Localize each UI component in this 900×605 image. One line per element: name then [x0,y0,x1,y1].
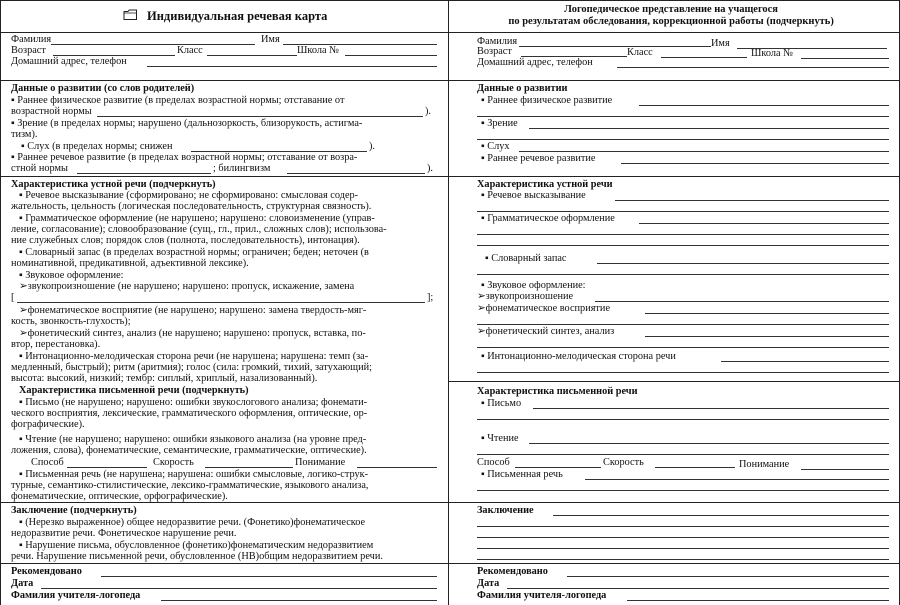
r-speed-line[interactable] [655,467,735,468]
understanding-line[interactable] [357,467,437,468]
dev-hearing-close: ). [369,141,376,152]
r-synthesis-label: ➢фонетический синтез, анализ [477,326,615,337]
r-date-line[interactable] [507,588,889,589]
r-reading-label: ▪ Чтение [481,433,519,444]
r-dev-vision-label: ▪ Зрение [481,118,518,129]
r-vocab-label: ▪ Словарный запас [485,253,567,264]
r-statement-line[interactable] [615,200,889,201]
r-address-line[interactable] [617,67,889,68]
individual-speech-card [0,0,449,605]
r-writing-label: ▪ Письмо [481,398,522,409]
r-understanding-line[interactable] [801,469,889,470]
r-intonation-label: ▪ Интонационно-мелодическая сторона речи [481,351,676,362]
r-grade-line[interactable] [661,57,747,58]
date-label: Дата [11,578,34,589]
r-written-speech-label: ▪ Письменная речь [481,469,563,480]
surname-line[interactable] [51,44,255,45]
r-recommended-label: Рекомендовано [477,566,548,577]
r-statement-label: ▪ Речевое высказывание [481,190,586,201]
oral-intonation-text-3: высота: высокий, низкий; тембр: сиплый, хриплый, назализованный). [11,373,318,384]
understanding-label: Понимание [295,457,346,468]
r-speed-label: Скорость [603,457,644,468]
r-school-label: Школа № [751,48,793,59]
date-line[interactable] [41,588,437,589]
r-date-label: Дата [477,578,500,589]
oral-grammar-text-2: ление, согласование); словообразование (сущ., гл., прил., сложных слов); использова- [11,224,387,235]
r-reading-line[interactable] [529,443,889,444]
oral-pronunciation-text: ➢звукопроизношение (не нарушено; нарушено: пропуск, искажение, замена [19,281,355,292]
r-surname-line[interactable] [519,46,711,47]
r-synthesis-line[interactable] [645,336,889,337]
r-method-label: Способ [477,457,510,468]
written-writing-text-3: фографические). [11,419,85,430]
r-vocab-line-2[interactable] [477,274,889,275]
r-dev-heading: Данные о развитии [477,83,568,94]
concl-text-2: недоразвитие речи. Фонетическое нарушение речи. [11,528,237,539]
concl-text-4: речи. Нарушение письменной речи, обусловленное (НВ)общим недоразвитием речи. [11,551,383,562]
r-name-label: Имя [711,38,730,49]
oral-intonation-text: ▪ Интонационно-мелодическая сторона речи (не нарушена; нарушена: темп (за- [19,351,369,362]
concl-heading: Заключение (подчеркнуть) [11,505,137,516]
r-dev-speech-label: ▪ Раннее речевое развитие [481,153,596,164]
r-written-speech-line[interactable] [585,479,889,480]
r-grammar-line[interactable] [639,223,889,224]
right-header [449,0,899,33]
address-label: Домашний адрес, телефон [11,56,127,67]
r-dev-speech-line[interactable] [621,163,889,164]
r-perception-label: ➢фонематическое восприятие [477,303,611,314]
grade-line[interactable] [207,55,297,56]
concl-text-3: ▪ Нарушение письма, обусловленное (фонетико)фонематическим недоразвитием [19,540,374,551]
dev-hearing-text: ▪ Слух (в пределах нормы; снижен [21,141,173,152]
speech-therapy-report [449,0,900,605]
method-label: Способ [31,457,64,468]
written-speech-text: ▪ Письменная речь (не нарушена; нарушена: ошибки смысловые, логико-струк- [19,469,369,480]
r-pronunciation-line[interactable] [595,301,889,302]
method-line[interactable] [67,467,147,468]
speed-line[interactable] [205,467,293,468]
dev-phys-line[interactable] [97,116,423,117]
r-concl-line-5[interactable] [477,559,889,560]
r-reading-line-2[interactable] [477,454,889,455]
oral-sound-text: ▪ Звуковое оформление: [19,270,124,281]
recommended-line[interactable] [101,576,437,577]
r-dev-phys-line-2[interactable] [477,116,889,117]
recommended-label: Рекомендовано [11,566,82,577]
r-perception-line[interactable] [645,313,889,314]
r-perception-line-2[interactable] [477,324,889,325]
dev-vision-text: ▪ Зрение (в пределах нормы; нарушено (дальнозоркость, близорукость, астигма- [11,118,363,129]
r-grade-label: Класс [627,47,653,58]
dev-phys-close: ). [425,106,432,117]
r-grammar-line-3[interactable] [477,245,889,246]
left-title: Индивидуальная речевая карта [147,9,328,23]
teacher-label: Фамилия учителя-логопеда [11,590,141,601]
oral-statement-text-2: жательность, цельность (логическая последовательность, структурная связность). [11,201,372,212]
r-written-speech-line-2[interactable] [477,490,889,491]
dev-heading: Данные о развитии (со слов родителей) [11,83,195,94]
r-dev-phys-line[interactable] [639,105,889,106]
oral-intonation-text-2: медленный, быстрый); ритм (аритмия); голос (сила: громкий, тихий, затухающий; [11,362,372,373]
r-dev-phys-label: ▪ Раннее физическое развитие [481,95,613,106]
dev-vision-text-2: тизм). [11,129,38,140]
oral-heading: Характеристика устной речи (подчеркнуть) [11,179,216,190]
oral-grammar-text-3: ние служебных слов; порядок слов (полнота, последовательность), интонация). [11,235,360,246]
written-heading: Характеристика письменной речи (подчеркнуть) [19,385,249,396]
r-concl-line-3[interactable] [477,537,889,538]
left-header [1,0,448,33]
r-concl-heading: Заключение [477,505,534,516]
r-dev-hearing-label: ▪ Слух [481,141,510,152]
oral-perception-text-2: кость, звонкость-глухость); [11,316,131,327]
oral-grammar-text: ▪ Грамматическое оформление (не нарушено; нарушено: словоизменение (управ- [19,213,375,224]
r-dev-hearing-line[interactable] [519,151,889,152]
r-teacher-line[interactable] [627,600,889,601]
oral-pronunciation-close: ]; [427,292,434,303]
r-recommended-line[interactable] [567,576,889,577]
dev-phys-text: ▪ Раннее физическое развитие (в пределах возрастной нормы; отставание от [11,95,345,106]
r-concl-line-2[interactable] [477,526,889,527]
written-writing-text-2: ческого восприятия, лексические, грамматического оформления, оптические, ор- [11,408,368,419]
r-dev-vision-line[interactable] [529,128,889,129]
r-concl-line-4[interactable] [477,548,889,549]
r-concl-line-1[interactable] [553,515,889,516]
r-statement-line-2[interactable] [477,211,889,212]
r-school-line[interactable] [801,58,889,59]
oral-statement-text: ▪ Речевое высказывание (сформировано; не сформировано: смысловая содер- [19,190,359,201]
r-teacher-label: Фамилия учителя-логопеда [477,590,607,601]
folder-icon [123,9,138,25]
r-age-label: Возраст [477,46,512,57]
written-reading-text-2: ложения, слова), фонематические, семантические, грамматические, оптические). [11,445,367,456]
r-understanding-label: Понимание [739,459,790,470]
oral-vocab-text: ▪ Словарный запас (в пределах возрастной нормы; ограничен; беден; неточен (в [19,247,369,258]
dev-bilingual-line[interactable] [287,173,425,174]
r-oral-heading: Характеристика устной речи [477,179,613,190]
written-speech-text-2: турные, семантико-стилистические, лексико-грамматические, языкового анализа, [11,480,369,491]
age-label: Возраст [11,45,46,56]
concl-text-1: ▪ (Нерезко выраженное) общее недоразвитие речи. (Фонетико)фонематическое [19,517,366,528]
r-grammar-label: ▪ Грамматическое оформление [481,213,615,224]
r-address-label: Домашний адрес, телефон [477,57,593,68]
written-speech-text-3: фонематические, оптические, орфографические). [11,491,228,502]
dev-speech-line[interactable] [77,173,211,174]
dev-phys-text-2: возрастной нормы [11,106,92,117]
r-writing-line-2[interactable] [477,419,889,420]
written-reading-text: ▪ Чтение (не нарушено; нарушено: ошибки языкового анализа (на уровне пред- [19,434,367,445]
school-label: Школа № [297,45,339,56]
speed-label: Скорость [153,457,194,468]
oral-pronunciation-open: [ [11,292,15,303]
oral-synthesis-text: ➢фонетический синтез, анализ (не нарушено; нарушено: пропуск, вставка, по- [19,328,366,339]
r-written-heading: Характеристика письменной речи [477,386,638,397]
r-grammar-line-2[interactable] [477,234,889,235]
teacher-line[interactable] [161,600,437,601]
surname-label: Фамилия [11,34,52,45]
oral-pronunciation-line[interactable] [17,302,425,303]
r-intonation-line-2[interactable] [477,372,889,373]
r-dev-vision-line-2[interactable] [477,139,889,140]
school-line[interactable] [345,55,437,56]
r-pronunciation-label: ➢звукопроизношение [477,291,574,302]
dev-speech-text: ▪ Раннее речевое развитие (в пределах возрастной нормы; отставание от возра- [11,152,358,163]
right-title-1: Логопедическое представление на учащегося [564,4,778,15]
r-vocab-line[interactable] [597,263,889,264]
r-method-line[interactable] [515,467,601,468]
r-intonation-line[interactable] [721,361,889,362]
r-synthesis-line-2[interactable] [477,347,889,348]
r-surname-label: Фамилия [477,36,518,47]
right-title-2: по результатам обследования, коррекционной работы (подчеркнуть) [508,16,834,27]
oral-vocab-text-2: номинативной, предикативной, адъективной лексике). [11,258,249,269]
address-line[interactable] [147,66,437,67]
dev-bilingual-label: ; билингвизм [213,163,271,174]
dev-speech-close: ). [427,163,434,174]
r-sound-label: ▪ Звуковое оформление: [481,280,586,291]
dev-speech-text-2: стной нормы [11,163,68,174]
name-label: Имя [261,34,280,45]
oral-synthesis-text-2: втор, перестановка). [11,339,101,350]
oral-perception-text: ➢фонематическое восприятие (не нарушено; нарушено: замена твердость-мяг- [19,305,367,316]
r-writing-line[interactable] [533,408,889,409]
written-writing-text: ▪ Письмо (не нарушено; нарушено: ошибки звукослогового анализа; фонемати- [19,397,368,408]
grade-label: Класс [177,45,203,56]
